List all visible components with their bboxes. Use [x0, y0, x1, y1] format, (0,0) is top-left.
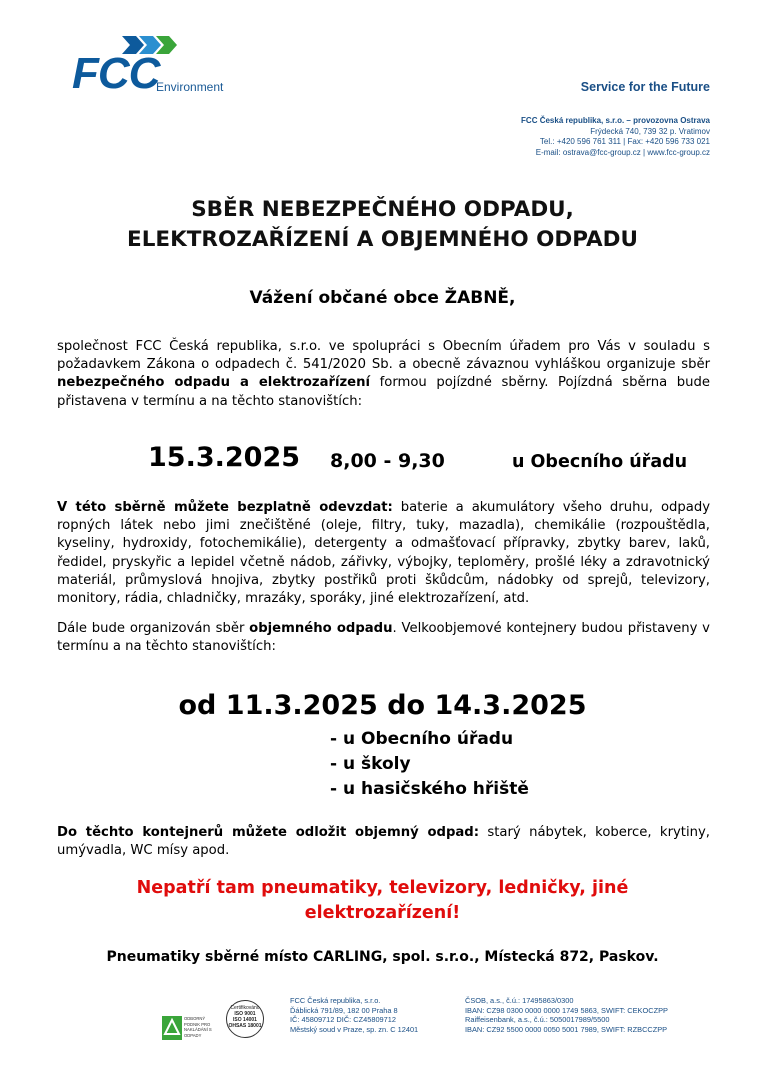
- logo-wordmark: FCC: [72, 49, 160, 98]
- logo-subtitle: Environment: [156, 80, 224, 94]
- intro-paragraph: společnost FCC Česká republika, s.r.o. ve spolupráci s Obecním úřadem pro Vás v souladu s požadavkem Zákona o odpadech č. 541/2020 Sb. a obecně závaznou vyhláškou organizuje sběr nebezpečného odpadu a elektrozařízení formou pojízdné sběrny. Pojízdná sběrna bude přistavena v termínu a na těchto stanovištích:: [57, 339, 710, 409]
- badge-text: ODBORNÝ PODNIK PRO NAKLÁDÁNÍ S ODPADY: [184, 1016, 212, 1038]
- list-item: - u Obecního úřadu: [330, 729, 514, 749]
- tagline: Service for the Future: [580, 80, 710, 94]
- bulky-items-paragraph: Do těchto kontejnerů můžete odložit objemný odpad: starý nábytek, koberce, krytiny, umývadla, WC mísy apod.: [57, 825, 710, 859]
- page-title: SBĚR NEBEZPEČNÉHO ODPADU, ELEKTROZAŘÍZENÍ A OBJEMNÉHO ODPADU: [127, 197, 638, 252]
- phone-line: Tel.: +420 596 761 311 | Fax: +420 596 733 021: [539, 137, 710, 146]
- hazardous-time: 8,00 - 9,30: [330, 450, 445, 472]
- waste-company-badge: [162, 1016, 218, 1040]
- bulky-places-list: [330, 727, 529, 802]
- hazardous-place: u Obecního úřadu: [512, 452, 688, 472]
- address-line: Frýdecká 740, 739 32 p. Vratimov: [590, 126, 710, 136]
- footer-company-info: FCC Česká republika, s.r.o. Ďáblická 791/89, 182 00 Praha 8 IČ: 45809712 DIČ: CZ45809712 Městský soud v Praze, sp. zn. C 12401: [290, 996, 419, 1034]
- list-item: - u školy: [330, 754, 411, 774]
- recycle-badge-icon: [162, 1016, 182, 1040]
- hazardous-date: 15.3.2025: [148, 442, 301, 473]
- tyres-note: Pneumatiky sběrné místo CARLING, spol. s.r.o., Místecká 872, Paskov.: [106, 949, 659, 965]
- list-item: - u hasičského hřiště: [330, 779, 529, 799]
- company-line: FCC Česká republika, s.r.o. – provozovna Ostrava: [521, 116, 710, 125]
- bulky-period: od 11.3.2025 do 14.3.2025: [178, 690, 587, 721]
- hazardous-items-paragraph: V této sběrně můžete bezplatně odevzdat: baterie a akumulátory všeho druhu, odpady ropných látek nebo jimi znečištěné (oleje, filtry, tuky, mazadla), chemikálie (rozpouštědla, kyseliny, hydroxidy, fotochemikálie), detergenty a odmašťovací přípravky, zbytky barev, laků, ředidel, pryskyřic a lepidel včetně nádob, zářivky, výbojky, teploměry, prošlé léky a zdravotnický materiál, průmyslová hnojiva, zbytky postřiků proti škůdcům, nádobky od sprejů, televizory, monitory, rádia, chladničky, mrazáky, sporáky, jiné elektrozařízení, atd.: [57, 500, 711, 607]
- certification-seal: Certifikováno ISO 9001 ISO 14001 OHSAS 18001: [226, 1000, 264, 1038]
- email-line: E-mail: ostrava@fcc-group.cz | www.fcc-group.cz: [535, 147, 710, 157]
- warning-notice: Nepatří tam pneumatiky, televizory, ledničky, jiné elektrozařízení!: [136, 878, 629, 923]
- footer-bank-info: ČSOB, a.s., č.ú.: 17495863/0300 IBAN: CZ98 0300 0000 0000 1749 5863, SWIFT: CEKOCZPP Raiffeisenbank, a.s., č.ú.: 5050017989/5500 IBAN: CZ92 5500 0000 0050 5001 7989, SWIFT: RZBCCZPP: [465, 996, 668, 1034]
- bulky-paragraph: Dále bude organizován sběr objemného odpadu. Velkoobjemové kontejnery budou přistaveny v termínu a na těchto stanovištích:: [57, 621, 710, 655]
- greeting: Vážení občané obce ŽABNĚ,: [249, 288, 516, 308]
- company-address-block: [521, 116, 710, 158]
